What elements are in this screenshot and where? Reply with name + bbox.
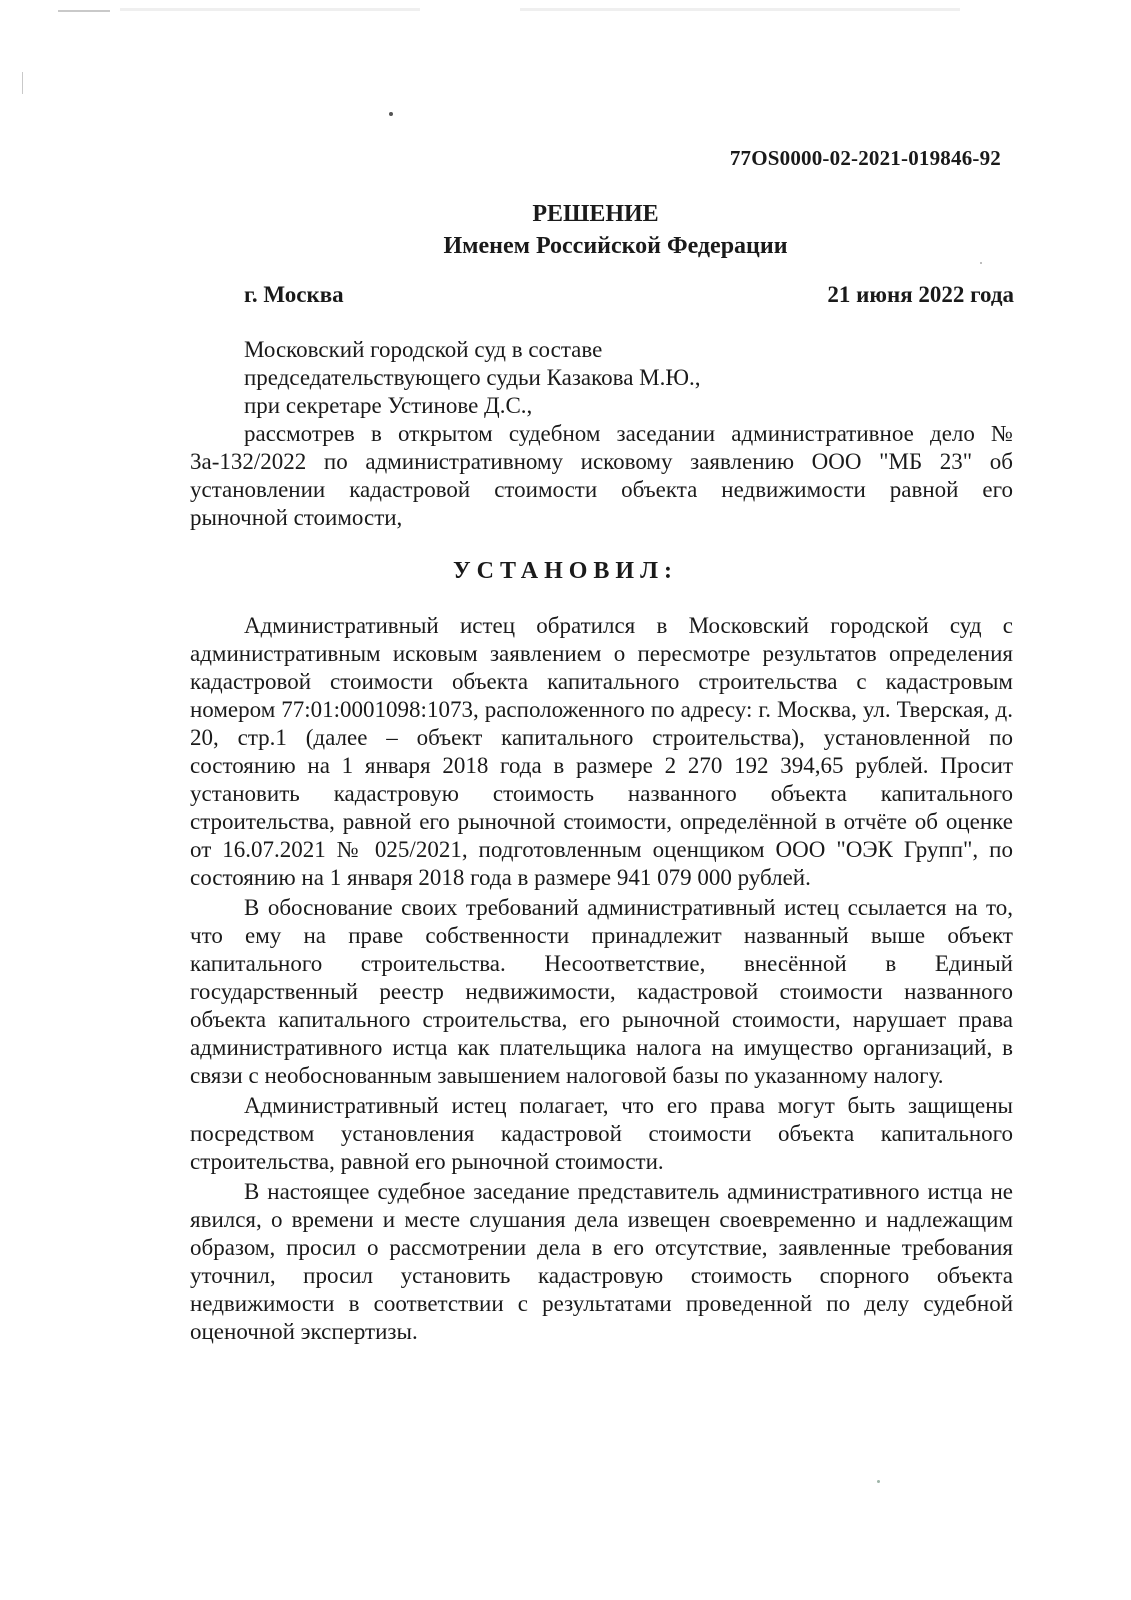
paragraph: Административный истец обратился в Московский городской суд с административным исковым заявлением о пересмотре результатов определения кадастровой стоимости объекта капитального строительства с кадастровым номером 77:01:0001098:1073, расположенного по адресу: г. Москва, ул. Тверская, д. 20, стр.1 (далее – объект капитального строительства), установленной по состоянию на 1 января 2018 года в размере 2 270 192 394,65 рублей. Просит установить кадастровую стоимость названного объекта капитального строительства, равной его рыночной стоимости, определённой в отчёте об оценке от 16.07.2021 № 025/2021, подготовленным оценщиком ООО "ОЭК Групп", по состоянию на 1 января 2018 года в размере 941 079 000 рублей. [190, 613, 1013, 890]
paragraph: Административный истец полагает, что его права могут быть защищены посредством установления кадастровой стоимости объекта капитального строительства, равной его рыночной стоимости. [190, 1093, 1013, 1174]
case-number: 77OS0000-02-2021-019846-92 [729, 146, 1001, 170]
scan-artifact-top-band-right [520, 8, 960, 11]
intro-line: при секретаре Устинове Д.С., [244, 393, 533, 418]
scan-artifact-top-band [120, 8, 420, 11]
court-composition [190, 336, 1013, 532]
city: г. Москва [244, 282, 344, 307]
scan-speck [877, 1480, 880, 1483]
scan-artifact-left-edge [22, 72, 23, 94]
title-block [0, 198, 1131, 262]
scan-speck [389, 112, 393, 116]
document-subtitle: Именем Российской Федерации [443, 233, 788, 259]
scan-speck [980, 262, 982, 264]
scan-artifact-top-left [58, 10, 110, 12]
intro-line: председательствующего судьи Казакова М.Ю., [244, 365, 701, 390]
paragraph: В обоснование своих требований административный истец ссылается на то, что ему на праве собственности принадлежит названный выше объект капитального строительства. Несоответствие, внесённой в Единый государственный реестр недвижимости, кадастровой стоимости названного объекта капитального строительства, его рыночной стоимости, нарушает права административного истца как плательщика налога на имущество организаций, в связи с необоснованным завышением налоговой базы по указанному налогу. [190, 895, 1013, 1088]
intro-line: Московский городской суд в составе [244, 337, 603, 362]
intro-paragraph-line: рассмотрев в открытом судебном заседании административное дело № [244, 421, 1013, 446]
document-title: РЕШЕНИЕ [532, 201, 659, 227]
paragraph: В настоящее судебное заседание представитель административного истца не явился, о времени и месте слушания дела извещен своевременно и надлежащим образом, просил о рассмотрении дела в его отсутствие, заявленные требования уточнил, просил установить кадастровую стоимость спорного объекта недвижимости в соответствии с результатами проведенной по делу судебной оценочной экспертизы. [190, 1179, 1013, 1344]
intro-paragraph-line: рыночной стоимости, [190, 505, 403, 530]
section-heading: УСТАНОВИЛ: [453, 558, 678, 584]
intro-paragraph-line: 3а-132/2022 по административному исковому заявлению ООО "МБ 23" об [190, 449, 1013, 474]
intro-paragraph-line: установлении кадастровой стоимости объекта недвижимости равной его [190, 477, 1013, 502]
decision-body [190, 612, 1013, 1348]
decision-date: 21 июня 2022 года [827, 282, 1014, 307]
